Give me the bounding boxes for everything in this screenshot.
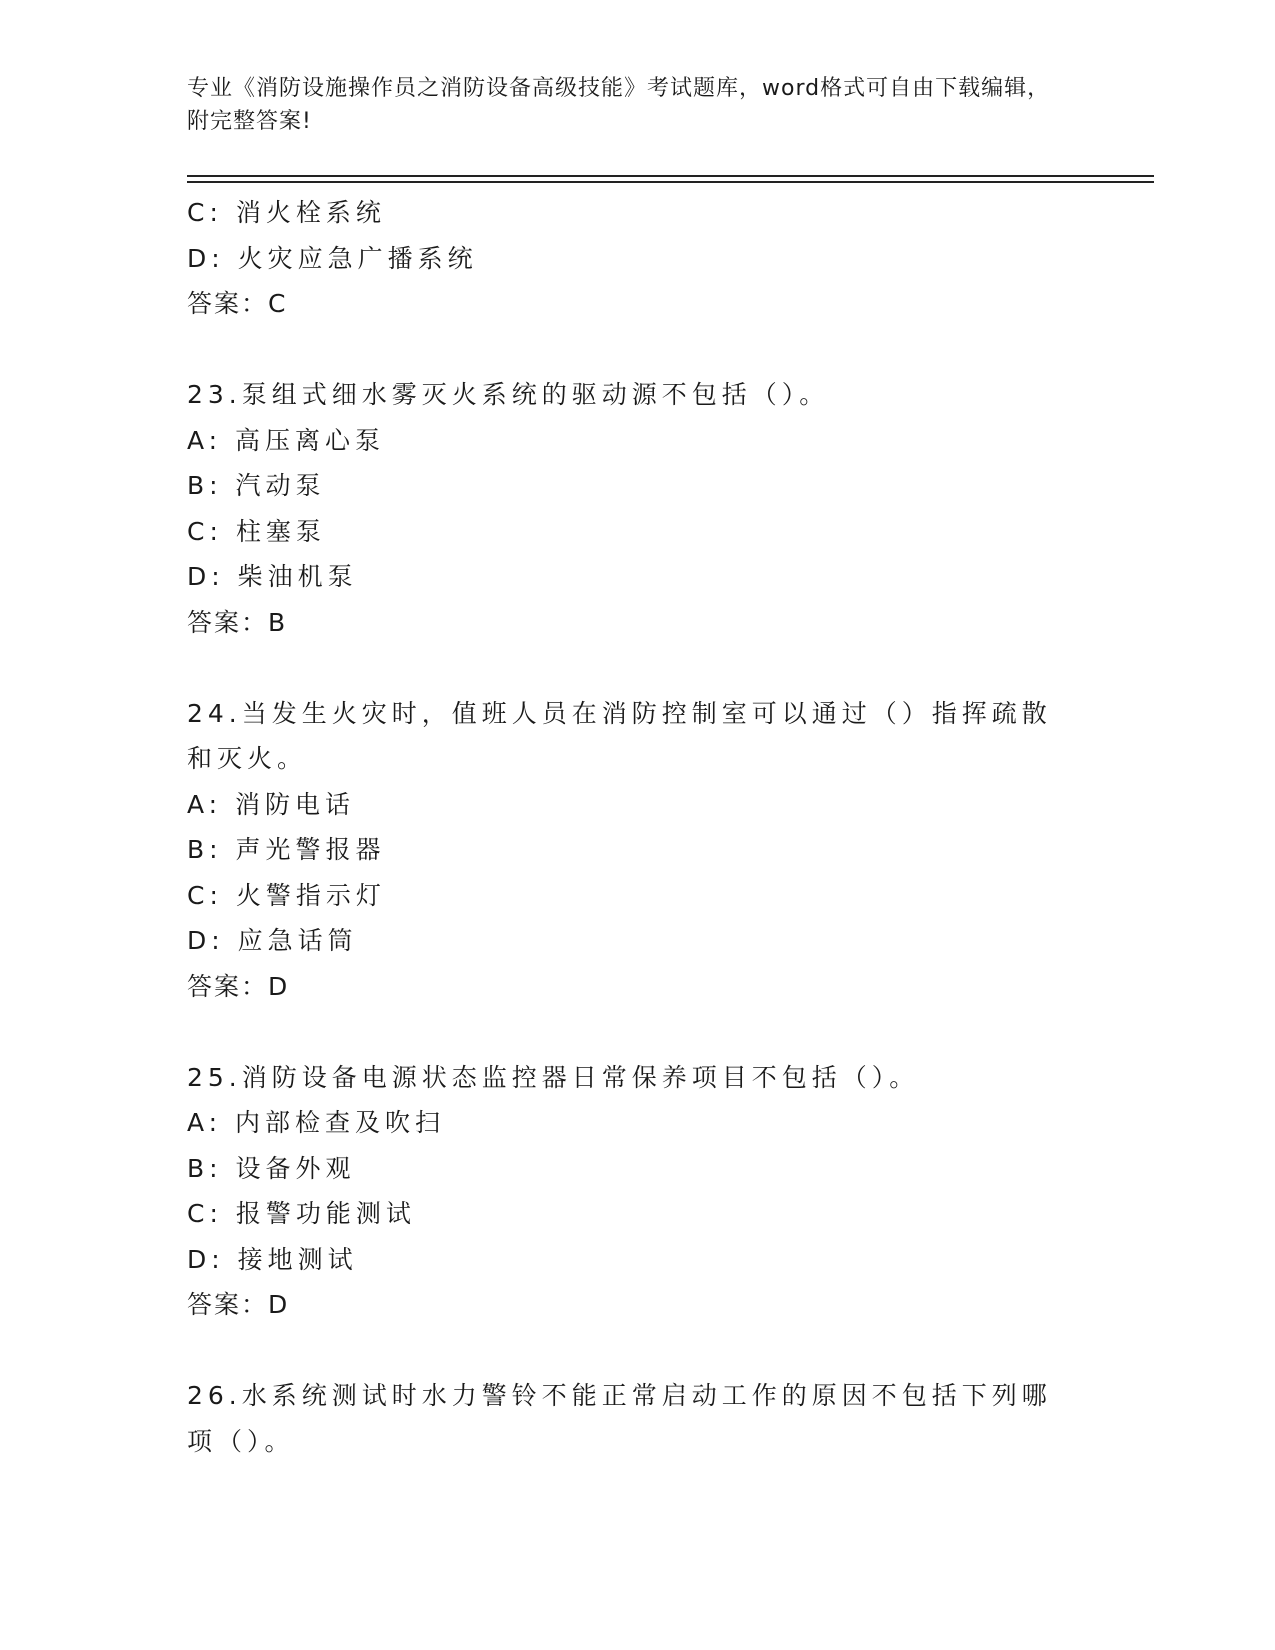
question-26 <box>187 1373 1087 1464</box>
question-text: 23.泵组式细水雾灭火系统的驱动源不包括（）。 <box>187 380 830 409</box>
option-c: C: 柱塞泵 <box>187 516 326 546</box>
answer-line: 答案：C <box>187 289 288 318</box>
answer-line: 答案：B <box>187 607 288 637</box>
question-text: 26.水系统测试时水力警铃不能正常启动工作的原因不包括下列哪项（）。 <box>187 1381 1052 1456</box>
option-b: B: 设备外观 <box>187 1153 356 1183</box>
option-d: D: 火灾应急广播系统 <box>187 243 478 273</box>
option-d: D: 柴油机泵 <box>187 562 358 591</box>
option-b: B: 声光警报器 <box>187 835 386 864</box>
answer-line: 答案：D <box>187 971 290 1001</box>
option-a: A: 高压离心泵 <box>187 425 386 455</box>
option-d: D: 接地测试 <box>187 1244 358 1274</box>
option-c: C: 消火栓系统 <box>187 198 386 227</box>
header-rule-top <box>187 175 1154 177</box>
option-b: B: 汽动泵 <box>187 471 326 500</box>
prev-question-block <box>187 190 1087 327</box>
question-25 <box>187 1055 1087 1328</box>
header-rule-bottom <box>187 181 1154 183</box>
option-c: C: 报警功能测试 <box>187 1199 416 1228</box>
question-23 <box>187 372 1087 645</box>
question-text: 25.消防设备电源状态监控器日常保养项目不包括（）。 <box>187 1062 920 1092</box>
answer-line: 答案：D <box>187 1290 290 1319</box>
option-a: A: 内部检查及吹扫 <box>187 1108 446 1137</box>
option-d: D: 应急话筒 <box>187 926 358 955</box>
option-a: A: 消防电话 <box>187 789 356 819</box>
question-content <box>187 190 1087 1464</box>
document-header: 专业《消防设施操作员之消防设备高级技能》考试题库，word格式可自由下载编辑，附完整答案! <box>187 76 1051 134</box>
option-c: C: 火警指示灯 <box>187 880 386 910</box>
question-text: 24.当发生火灾时，值班人员在消防控制室可以通过（）指挥疏散和灭火。 <box>187 698 1052 773</box>
question-24 <box>187 691 1087 1010</box>
